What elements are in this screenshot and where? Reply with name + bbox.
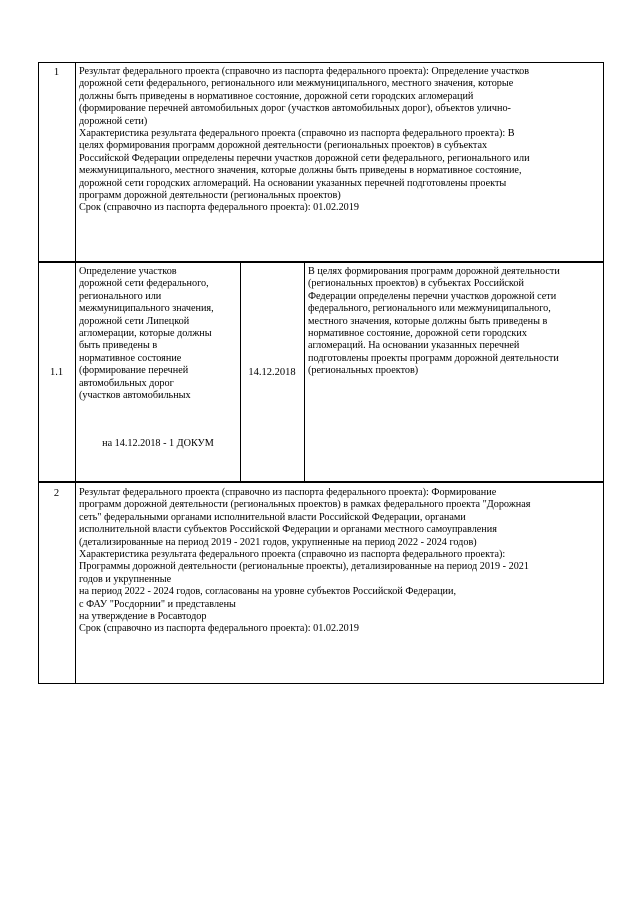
row-2-text-line: исполнительной власти субъектов Российской Федерации и органами местного самоуправления bbox=[79, 524, 497, 536]
row-1-text-line: программ дорожной деятельности (региональных проектов) bbox=[79, 190, 341, 202]
row-1-text-line: Российской Федерации определены перечни участков дорожной сети федерального, регионального или bbox=[79, 152, 530, 164]
row-1-1-divider-c bbox=[304, 262, 305, 482]
row-1-text-line: дорожной сети) bbox=[79, 115, 148, 127]
row-1-1-document-count: на 14.12.2018 - 1 ДОКУМ bbox=[102, 438, 214, 449]
row-1-1-description-line: нормативное состояние bbox=[79, 352, 182, 364]
row-1-1-characteristic-line: агломераций. На основании указанных перечней bbox=[308, 340, 520, 352]
row-2-text-line: программ дорожной деятельности (региональных проектов) в рамках федерального проекта "Дорожная bbox=[79, 499, 531, 511]
row-1-number: 1 bbox=[53, 67, 60, 78]
row-1-1-characteristic-line: федерального, регионального или межмуниципального, bbox=[308, 303, 551, 315]
row-2-column-divider bbox=[75, 482, 76, 684]
row-1-text-line: Результат федерального проекта (справочно из паспорта федерального проекта): Определение участков bbox=[79, 66, 530, 77]
row-2-text-line: на утверждение в Росавтодор bbox=[79, 611, 207, 623]
row-2-text-line: годов и укрупненные bbox=[79, 573, 172, 585]
row-2-text bbox=[79, 487, 601, 636]
row-1-1-date: 14.12.2018 bbox=[248, 367, 296, 378]
row-1-1-description-line: (формирование перечней bbox=[79, 365, 189, 377]
row-1-1-description-line: регионального или bbox=[79, 290, 162, 302]
row-1-1-description-line: дорожной сети федерального, bbox=[79, 278, 209, 290]
row-1-1-characteristic-line: (региональных проектов) в субъектах Российской bbox=[308, 278, 524, 290]
row-1-text-line: целях формирования программ дорожной деятельности (региональных проектов) в субъектах bbox=[79, 140, 488, 152]
row-1-1-description-line: агломерации, которые должны bbox=[79, 328, 212, 340]
row-1-1-number: 1.1 bbox=[49, 367, 64, 378]
row-1-text-line: Характеристика результата федерального проекта (справочно из паспорта федерального проекта): В bbox=[79, 128, 515, 140]
row-1-1-characteristic-line: Федерации определены перечни участков дорожной сети bbox=[308, 290, 557, 302]
row-2-number: 2 bbox=[53, 488, 60, 499]
row-1-1-characteristic-line: (региональных проектов) bbox=[308, 365, 419, 377]
row-1-1-description bbox=[79, 266, 237, 402]
row-2-text-line: на период 2022 - 2024 годов, согласованы на уровне субъектов Российской Федерации, bbox=[79, 586, 456, 598]
row-2-text-line: (детализированные на период 2019 - 2021 годов, укрупненные на период 2022 - 2024 годов) bbox=[79, 536, 477, 548]
row-1-1-divider-a bbox=[75, 262, 76, 482]
row-1-text bbox=[79, 66, 601, 215]
row-1-1-characteristic-line: В целях формирования программ дорожной деятельности bbox=[308, 266, 560, 277]
row-1-1-description-line: дорожной сети Липецкой bbox=[79, 315, 190, 327]
row-1-1-description-line: Определение участков bbox=[79, 266, 177, 277]
row-1-1-characteristic-line: местного значения, которые должны быть приведены в bbox=[308, 315, 548, 327]
row-1-1-description-line: автомобильных дорог bbox=[79, 377, 174, 389]
row-1-1-description-line: (участков автомобильных bbox=[79, 390, 191, 402]
row-1-text-line: дорожной сети городских агломераций. На основании указанных перечней подготовлены проекты bbox=[79, 177, 507, 189]
row-1-1-characteristic-line: нормативное состояние, дорожной сети городских bbox=[308, 328, 527, 340]
row-1-text-line: межмуниципального, местного значения, которые должны быть приведены в нормативное состояние, bbox=[79, 165, 522, 177]
row-2-text-line: Характеристика результата федерального проекта (справочно из паспорта федерального проекта): bbox=[79, 549, 506, 561]
row-2-text-line: Срок (справочно из паспорта федерального проекта): 01.02.2019 bbox=[79, 623, 359, 635]
row-2-text-line: сеть" федеральными органами исполнительной власти Российской Федерации, органами bbox=[79, 511, 466, 523]
row-2-text-line: Результат федерального проекта (справочно из паспорта федерального проекта): Формирование bbox=[79, 487, 497, 498]
row-2-text-line: с ФАУ "Росдорнии" и представлены bbox=[79, 598, 236, 610]
row-1-text-line: (формирование перечней автомобильных дорог (участков автомобильных дорог), объектов улично- bbox=[79, 103, 511, 115]
row-1-column-divider bbox=[75, 62, 76, 262]
row-1-text-line: Срок (справочно из паспорта федерального проекта): 01.02.2019 bbox=[79, 202, 359, 214]
row-1-1-description-line: быть приведены в bbox=[79, 340, 158, 352]
row-1-text-line: должны быть приведены в нормативное состояние, дорожной сети городских агломераций bbox=[79, 90, 474, 102]
row-1-text-line: дорожной сети федерального, регионального или межмуниципального, местного значения, которые bbox=[79, 78, 514, 90]
row-1-1-characteristic bbox=[308, 266, 601, 378]
row-2-text-line: Программы дорожной деятельности (региональные проекты), детализированные на период 2019 - 2021 bbox=[79, 561, 529, 573]
row-1-1-description-line: межмуниципального значения, bbox=[79, 303, 214, 315]
row-1-1-characteristic-line: подготовлены проекты программ дорожной деятельности bbox=[308, 352, 559, 364]
